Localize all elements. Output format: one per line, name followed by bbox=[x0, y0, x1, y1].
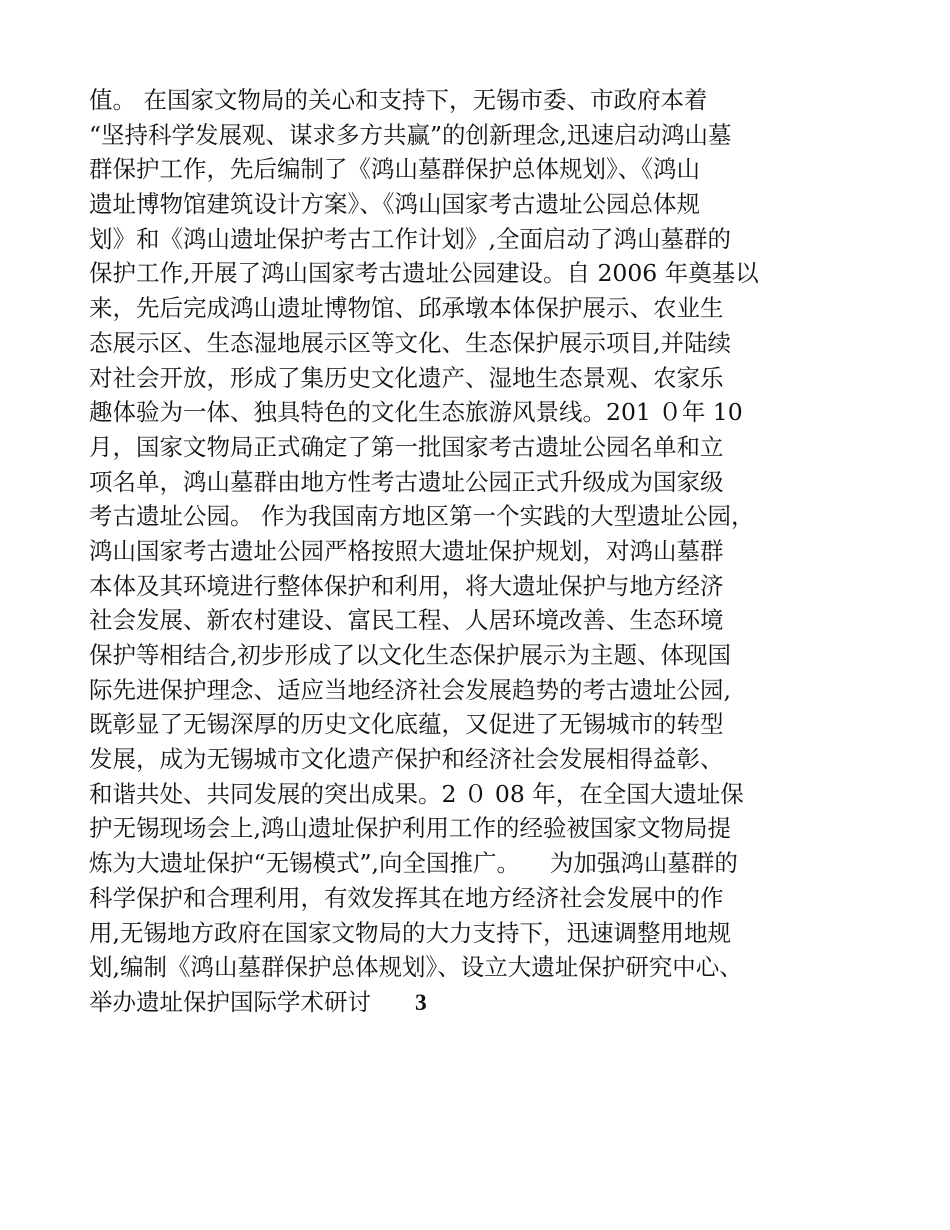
text-line: 举办遗址保护国际学术研讨 bbox=[89, 987, 371, 1016]
text-line: 趣体验为一体、独具特色的文化生态旅游风景线。201 ０年 10 bbox=[89, 398, 743, 427]
text-line: 科学保护和合理利用，有效发挥其在地方经济社会发展中的作 bbox=[89, 883, 724, 912]
text-line: 发展，成为无锡城市文化遗产保护和经济社会发展相得益彰、 bbox=[89, 745, 724, 774]
text-line: 遗址博物馆建筑设计方案》、《鸿山国家考古遗址公园总体规 bbox=[89, 190, 700, 219]
text-line: 保护工作,开展了鸿山国家考古遗址公园建设。自 2006 年奠基以 bbox=[89, 259, 759, 288]
text-line: 月，国家文物局正式确定了第一批国家考古遗址公园名单和立 bbox=[89, 432, 724, 461]
text-line: 鸿山国家考古遗址公园严格按照大遗址保护规划，对鸿山墓群 bbox=[89, 536, 724, 565]
text-line: 值。 在国家文物局的关心和支持下，无锡市委、市政府本着 bbox=[89, 86, 708, 114]
text-line: 对社会开放，形成了集历史文化遗产、湿地生态景观、农家乐 bbox=[89, 363, 724, 392]
text-line: “坚持科学发展观、谋求多方共赢”的创新理念,迅速启动鸿山墓 bbox=[89, 120, 732, 149]
text-line: 社会发展、新农村建设、富民工程、人居环境改善、生态环境 bbox=[89, 606, 724, 635]
text-line: 划》和《鸿山遗址保护考古工作计划》,全面启动了鸿山墓群的 bbox=[89, 224, 731, 253]
text-line: 保护等相结合,初步形成了以文化生态保护展示为主题、体现国 bbox=[89, 641, 731, 669]
text-line: 和谐共处、共同发展的突出成果。2 ０ 08 年，在全国大遗址保 bbox=[89, 779, 744, 808]
body-paragraph bbox=[89, 83, 879, 1020]
text-line: 项名单，鸿山墓群由地方性考古遗址公园正式升级成为国家级 bbox=[89, 467, 724, 496]
text-line: 群保护工作，先后编制了《鸿山墓群保护总体规划》、《鸿山 bbox=[89, 155, 700, 184]
last-text-line bbox=[89, 985, 879, 1020]
text-line: 来，先后完成鸿山遗址博物馆、邱承墩本体保护展示、农业生 bbox=[89, 294, 724, 323]
text-line: 考古遗址公园。 作为我国南方地区第一个实践的大型遗址公园， bbox=[89, 502, 755, 531]
text-line: 既彰显了无锡深厚的历史文化底蕴，又促进了无锡城市的转型 bbox=[89, 710, 724, 739]
text-line: 划,编制《鸿山墓群保护总体规划》、设立大遗址保护研究中心、 bbox=[89, 953, 743, 982]
text-line: 护无锡现场会上,鸿山遗址保护利用工作的经验被国家文物局提 bbox=[89, 814, 731, 843]
page-number: 3 bbox=[415, 989, 427, 1016]
text-line: 本体及其环境进行整体保护和利用，将大遗址保护与地方经济 bbox=[89, 571, 724, 600]
text-line: 态展示区、生态湿地展示区等文化、生态保护展示项目,并陆续 bbox=[89, 328, 731, 357]
text-line: 际先进保护理念、适应当地经济社会发展趋势的考古遗址公园, bbox=[89, 675, 731, 704]
text-line: 用,无锡地方政府在国家文物局的大力支持下，迅速调整用地规 bbox=[89, 918, 731, 947]
text-line: 炼为大遗址保护“无锡模式”,向全国推广。 为加强鸿山墓群的 bbox=[89, 849, 738, 878]
